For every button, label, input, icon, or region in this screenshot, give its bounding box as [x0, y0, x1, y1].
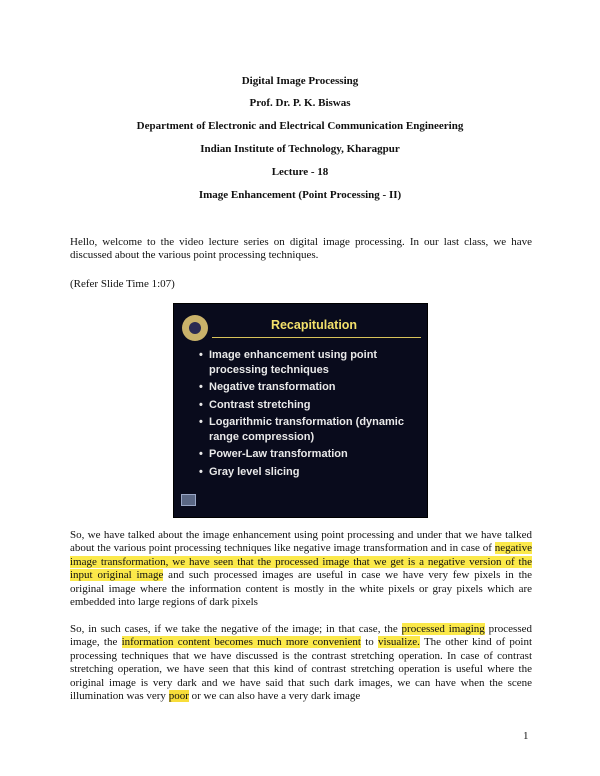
text-run: So, we have talked about the image enhancement using point processing and under that we have talked about the various point processing techniques like negative image transformation and in case of [70, 529, 532, 555]
institute: Indian Institute of Technology, Kharagpur [200, 143, 400, 155]
slide-bullet: • Contrast stretching [199, 398, 419, 413]
slide-bullet: • Image enhancement using point processing techniques [199, 348, 419, 377]
highlight[interactable]: information content becomes much more convenient [121, 636, 361, 649]
slide-bullet: • Logarithmic transformation (dynamic range compression) [199, 415, 419, 444]
highlight[interactable]: processed imaging [401, 623, 485, 635]
slide-corner-icon [181, 494, 196, 506]
slide-bullet: • Power-Law transformation [199, 447, 419, 462]
institute-logo-icon [182, 315, 208, 341]
lecture-number: Lecture - 18 [271, 166, 329, 178]
lecture-title: Image Enhancement (Point Processing - II) [198, 189, 402, 201]
refer-slide-time: (Refer Slide Time 1:07) [70, 278, 175, 290]
highlight[interactable]: negative image transformation, we have seen that the processed image that we get is a negative version of the input original image [70, 542, 532, 582]
slide-bullet: • Gray level slicing [199, 465, 419, 480]
slide-title-underline [212, 337, 421, 338]
text-run: or we can also have a very dark image [188, 690, 361, 703]
intro-paragraph: Hello, welcome to the video lecture series on digital image processing. In our last class, we have discussed about the various point processing techniques. [70, 236, 532, 262]
text-run: So, in such cases, if we take the negative of the image; in that case, the [70, 623, 402, 635]
author: Prof. Dr. P. K. Biswas [249, 97, 351, 109]
highlight[interactable]: visualize. [378, 636, 420, 649]
text-run: to [360, 636, 379, 649]
text-run: and such processed images are useful in case we have very few pixels in the original image where the information content is mostly in the white pixels or gray pixels which are embedded into large regions of dark pixels [70, 569, 533, 609]
slide-bullet-list [199, 348, 419, 482]
slide-title: Recapitulation [270, 318, 358, 332]
page-number: 1 [523, 730, 529, 742]
paragraph-3 [70, 623, 532, 703]
paragraph-2 [70, 529, 532, 609]
slide-bullet: • Negative transformation [199, 380, 419, 395]
text-run: processed image, the [70, 623, 532, 649]
document-title: Digital Image Processing [241, 75, 359, 87]
department: Department of Electronic and Electrical Communication Engineering [136, 120, 464, 132]
lecture-slide [173, 303, 428, 518]
text-run: The other kind of point processing techniques that we have discussed is the contrast stretching operation. In case of contrast stretching operation, we have seen that this kind of contrast stretching operation is useful where the original image is very dark and we have said that such dark images, we can have when the scene illumination was very [70, 636, 532, 703]
highlight[interactable]: poor [168, 690, 189, 703]
